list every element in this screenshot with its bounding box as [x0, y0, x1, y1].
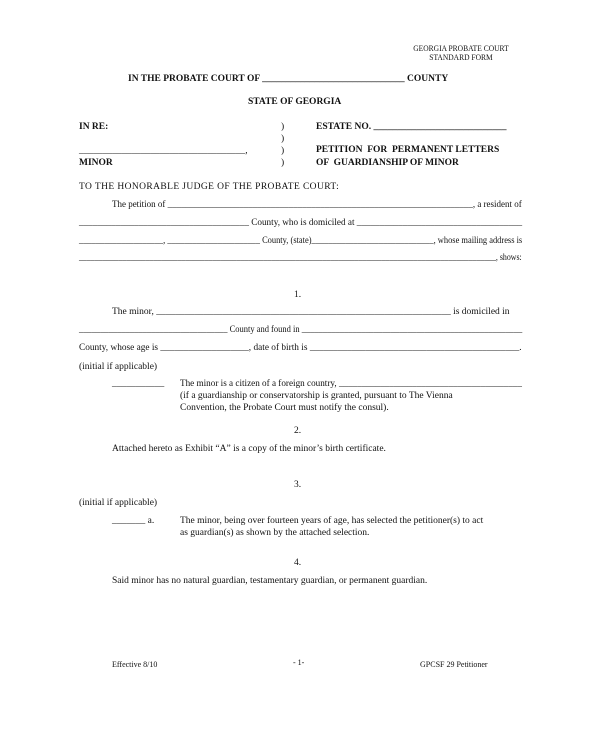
initial-blank: _______ a. [112, 516, 155, 526]
estate-no-field: ESTATE NO. ____________________________ [316, 122, 507, 132]
court-title: IN THE PROBATE COURT OF ______________________________ COUNTY [128, 74, 449, 84]
section3-line1: The minor, being over fourteen years of age, has selected the petitioner(s) to act [180, 516, 484, 526]
initial-note: (initial if applicable) [79, 362, 158, 372]
section-number: 4. [294, 558, 302, 568]
section1-line3: County, whose age is ___________________, date of birth is _____________________________________________. [79, 343, 522, 353]
section-number: 3. [294, 480, 302, 490]
footer-effective-date: Effective 8/10 [112, 660, 158, 669]
caption-paren: ) [281, 134, 285, 144]
intro-line4: __________________________________________________________________________________________________________, shows: [79, 253, 522, 263]
court-address: TO THE HONORABLE JUDGE OF THE PROBATE COURT: [79, 182, 340, 192]
section-number: 2. [294, 426, 302, 436]
citizen-line3: Convention, the Probate Court must notify the consul). [180, 403, 389, 413]
court-name-header: GEORGIA PROBATE COURT [413, 44, 509, 53]
minor-name-field: ___________________________________, [79, 146, 248, 156]
section3-line2: as guardian(s) as shown by the attached selection. [180, 528, 370, 538]
section4-text: Said minor has no natural guardian, testamentary guardian, or permanent guardian. [112, 576, 428, 586]
in-re-label: IN RE: [79, 122, 109, 132]
initial-blank: ___________ [112, 379, 165, 389]
intro-line3: ____________________, ______________________ County, (state)_____________________________, whose mailing address is [79, 236, 523, 246]
intro-line2: _____________________________________ County, who is domiciled at ____________________________________ [79, 218, 523, 228]
petition-title-line1: PETITION FOR PERMANENT LETTERS [316, 145, 500, 155]
footer-form-id: GPCSF 29 Petitioner [420, 660, 488, 669]
intro-line1: The petition of ____________________________________________________________________, a resident of [112, 200, 522, 210]
citizen-line1: The minor is a citizen of a foreign country, ________________________________________ [180, 379, 522, 389]
footer-page-number: - 1- [293, 658, 305, 667]
citizen-line2: (if a guardianship or conservatorship is granted, pursuant to The Vienna [180, 391, 453, 401]
state-title: STATE OF GEORGIA [248, 97, 342, 107]
caption-paren: ) [281, 146, 285, 156]
section2-text: Attached hereto as Exhibit “A” is a copy of the minor’s birth certificate. [112, 444, 386, 454]
initial-note: (initial if applicable) [79, 498, 158, 508]
petition-title-line2: OF GUARDIANSHIP OF MINOR [316, 158, 459, 168]
section1-line1: The minor, ______________________________________________________________ is domiciled in [112, 307, 510, 317]
caption-paren: ) [281, 122, 285, 132]
form-type-header: STANDARD FORM [429, 53, 493, 62]
section1-line2: ___________________________________ County and found in ____________________________________________________ [79, 325, 523, 335]
minor-label: MINOR [79, 158, 113, 168]
caption-paren: ) [281, 158, 285, 168]
section-number: 1. [294, 290, 302, 300]
